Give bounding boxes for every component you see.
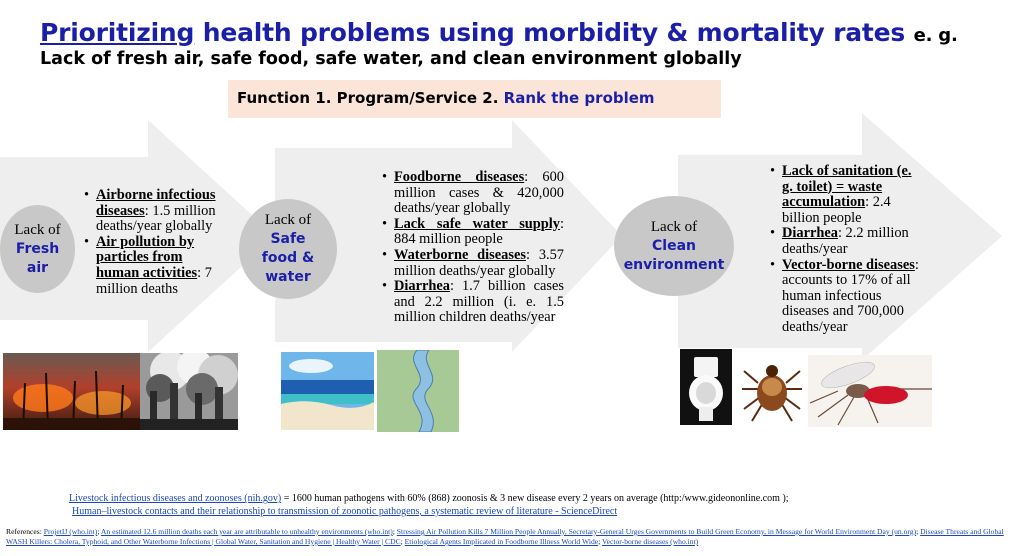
beach-water-photo xyxy=(281,352,374,430)
list-item: • Air pollution by particles from human activities: 7 million deaths xyxy=(96,235,224,297)
list-item: • Diarrhea: 1.7 billion cases and 2.2 million (i. e. 1.5 million children deaths/year xyxy=(394,279,564,326)
ellipse-fresh-air xyxy=(0,205,75,293)
tick-photo xyxy=(738,351,806,427)
food-bullet-list xyxy=(382,170,564,326)
references-label: References: xyxy=(6,527,44,536)
reference-link[interactable]: Stressing Air Pollution Kills 7 Million People Annually, Secretary-General Urges Governments to Build Green Economy, in Message for World Environment Day (un.org) xyxy=(396,527,917,536)
list-item: • Vector-borne diseases: accounts to 17% of all human infectious diseases and 700,000 deaths/year xyxy=(782,258,924,336)
page-subtitle: Lack of fresh air, safe food, safe water, and clean environment globally xyxy=(40,49,742,69)
reference-link[interactable]: Disease Threats and Global WASH Killers: Cholera, Typhoid, and Other Waterborne Infections | Global Water, Sanitation and Hygiene | Healthy Water | CDC xyxy=(6,527,1004,546)
reference-link[interactable]: Vector-borne diseases (who.int) xyxy=(602,537,699,546)
function-prefix: Function 1. Program/Service 2. xyxy=(237,89,499,107)
toilet-photo xyxy=(680,349,732,425)
footer-line-1: Livestock infectious diseases and zoonoses (nih.gov) = 1600 human pathogens with 60% (868) zoonosis & 3 new disease every 2 years on average (http:/www.gideononline.com ); xyxy=(69,493,789,504)
env-bullet-list xyxy=(770,164,924,336)
reference-link[interactable]: An estimated 12.6 million deaths each year are attributable to unhealthy environments (who.int) xyxy=(100,527,393,536)
ellipse-food-highlight-1: Safe xyxy=(270,231,306,247)
ellipse-food-highlight-2: food & xyxy=(261,250,315,266)
title-eg: e. g. xyxy=(913,25,958,46)
human-livestock-contacts-link[interactable]: Human–livestock contacts and their relationship to transmission of zoonotic pathogens, a systematic review of literature - ScienceDirect xyxy=(72,506,618,517)
ellipse-food-highlight-3: water xyxy=(265,269,311,285)
list-item: • Lack of sanitation (e. g. toilet) = waste accumulation: 2.4 billion people xyxy=(782,164,924,226)
title-underlined-word: Prioritizing xyxy=(40,18,195,47)
smokestack-pollution-photo xyxy=(140,353,238,430)
reference-link[interactable]: Etiological Agents Implicated in Foodborne Illness World Wide xyxy=(404,537,599,546)
livestock-zoonoses-link[interactable]: Livestock infectious diseases and zoonoses (nih.gov) xyxy=(69,493,282,504)
list-item: • Lack safe water supply: 884 million people xyxy=(394,217,564,248)
reference-link[interactable]: ProjetIJ (who.int) xyxy=(43,527,98,536)
references: References: ProjetIJ (who.int); An estimated 12.6 million deaths each year are attributable to unhealthy environments (who.int); Stressing Air Pollution Kills 7 Million People Annually, Secretary-General Urges Governments to Build Green Economy, in Message for World Environment Day (un.org); Disease Threats and Global WASH Killers: Cholera, Typhoid, and Other Waterborne Infections | Global Water, Sanitation and Hygiene | Healthy Water | CDC; Etiological Agents Implicated in Foodborne Illness World Wide; Vector-borne diseases (who.int) xyxy=(6,527,1004,546)
list-item: • Waterborne diseases: 3.57 million deaths/year globally xyxy=(394,248,564,279)
list-item: • Airborne infectious diseases: 1.5 million deaths/year globally xyxy=(96,188,224,235)
ellipse-env-plain: Lack of xyxy=(650,218,698,235)
air-bullet-list xyxy=(84,188,224,297)
ellipse-air-highlight-1: Fresh xyxy=(15,240,60,257)
footer-line-2 xyxy=(72,506,617,517)
ellipse-env-highlight-1: Clean xyxy=(652,237,696,254)
river-map-illustration xyxy=(377,350,459,432)
ellipse-env-highlight-2: environment xyxy=(623,256,725,273)
ellipse-safe-food-water xyxy=(239,199,337,299)
ellipse-air-plain: Lack of xyxy=(14,221,61,238)
wildfire-photo xyxy=(3,353,140,430)
ellipse-clean-environment xyxy=(614,196,734,296)
mosquito-photo xyxy=(808,355,932,427)
list-item: • Foodborne diseases: 600 million cases & 420,000 deaths/year globally xyxy=(394,170,564,217)
ellipse-air-highlight-2: air xyxy=(26,259,49,276)
list-item: • Diarrhea: 2.2 million deaths/year xyxy=(782,226,924,257)
rank-the-problem: Rank the problem xyxy=(503,89,655,107)
ellipse-food-plain: Lack of xyxy=(264,212,312,228)
title-rest: health problems using morbidity & mortality rates xyxy=(194,18,906,47)
function-box xyxy=(228,80,721,118)
